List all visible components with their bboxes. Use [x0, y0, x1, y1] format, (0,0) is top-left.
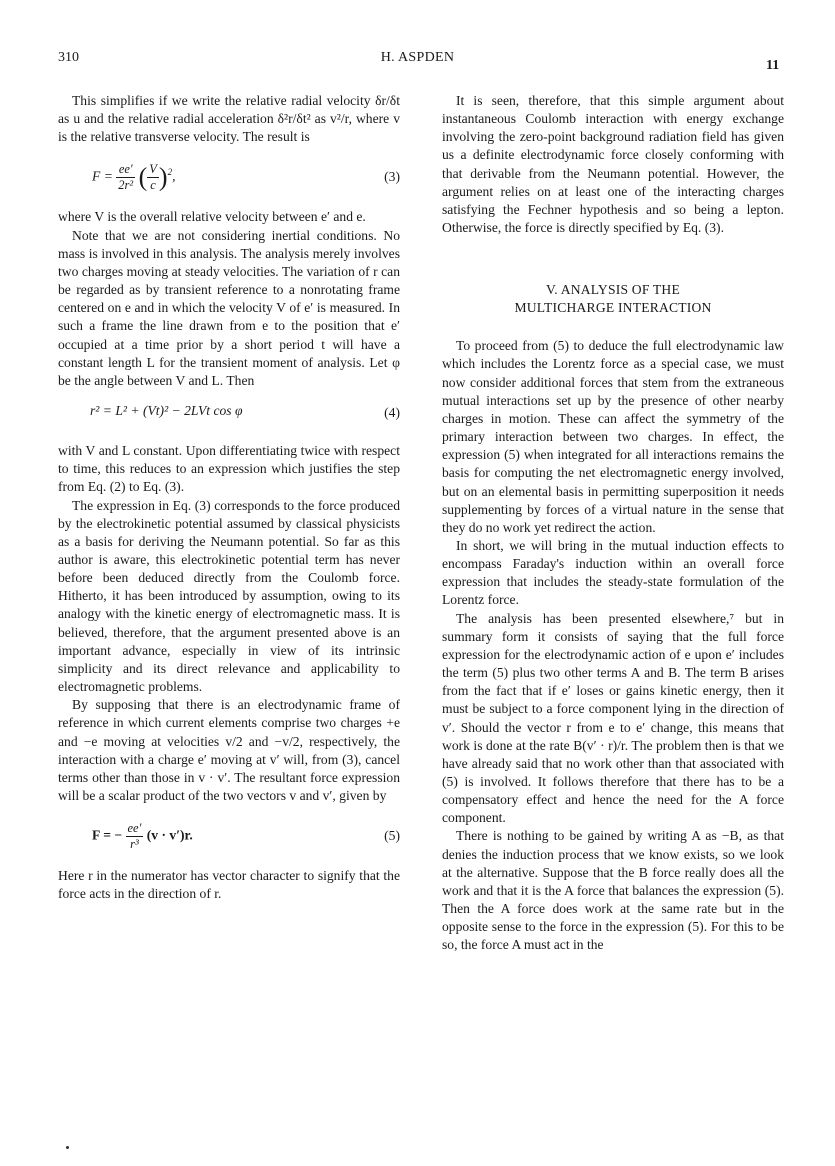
- eq4-body: r² = L² + (Vt)² − 2LVt cos φ: [90, 403, 243, 419]
- section-heading: [442, 281, 784, 317]
- eq3-exponent: 2: [167, 167, 173, 178]
- paragraph: This simplifies if we write the relative radial velocity δr/δt as u and the relative radial acceleration δ²r/δt² as v²/r, where v is the relative transverse velocity. The result is: [58, 93, 400, 145]
- eq3-fraction: [116, 162, 135, 193]
- eq5-tail: (v · v′)r.: [146, 827, 193, 843]
- paragraph: By supposing that there is an electrodynamic frame of reference in which current elements comprise two charges +e and −e moving at velocities v/2 and −v/2, respectively, the interaction with a charge e′ moving at v′ will, from (3), cancel terms other than those in v · v′. The resultant force expression will be a scalar product of the two vectors v and v′, given by: [58, 697, 400, 803]
- paragraph: The expression in Eq. (3) corresponds to the force produced by the electrokinetic potential assumed by classical physicists as a basis for deriving the Neumann potential. So far as this author is aware, this electrokinetic potential term has never before been deduced directly from the Coulomb force. Hitherto, it has been introduced by assumption, owing to its analogy with the kinetic energy of electromagnetic mass. It is believed, therefore, that the argument presented above is an important advance, especially in view of its intrinsic simplicity and its direct relevance and applicability to electromagnetic problems.: [58, 497, 400, 695]
- paragraph: There is nothing to be gained by writing A as −B, as that denies the induction process that we know exists, so we look at the alternative. Suppose that the B force really does all the work and that it is the A force that balances the expression (5). Then the A force does work at the same rate but in the opposite sense to the force in the expression (5). For this to be so, the force A must act in the: [442, 828, 784, 953]
- paragraph: The analysis has been presented elsewhere,⁷ but in summary form it consists of saying that the full force expression for the electrodynamic action of e upon e′ includes the term (5) plus two other terms A and B. The term B arises from the fact that if e′ loses or gains kinetic energy, then it must be subject to a force component lying in the direction of v′. Should the vector r from e to e′ change, this means that work is done at the rate B(v′ · r)/r. The problem then is that we have already said that no work other than that associated with (5) is involved. It follows therefore that there has to be a compensatory effect and hence the need for the A force component.: [442, 610, 784, 826]
- equation-number: (4): [384, 405, 400, 421]
- eq5-fraction: [126, 821, 144, 852]
- paragraph: Here r in the numerator has vector character to signify that the force acts in the direction of r.: [58, 868, 400, 902]
- paragraph: To proceed from (5) to deduce the full electrodynamic law which includes the Lorentz force as a special case, we must now consider additional forces that stem from the extraneous mutual interactions set up by the presence of other nearby charges in motion. These can affect the symmetry of the primary interaction between two charges. In effect, the expression (5) when integrated for all interactions remains the basis for computing the net electromagnetic energy involved, but on an elemental basis in permitting superposition it needs supplementing by forces of a virtual nature in the sense that they do no work yet redirect the action.: [442, 338, 784, 535]
- paragraph: Note that we are not considering inertial conditions. No mass is involved in this analysis. The analysis merely involves two charges moving at steady velocities. The variation of r can be regarded as by transient reference to a nonrotating frame centered on e and in which the velocity V of e′ is measured. In such a frame the line drawn from e to the position that e′ occupied at a time prior by a short period t will have a constant length L for the transient moment of analysis. Let φ be the angle between V and L. Then: [58, 227, 400, 388]
- issue-number: 11: [766, 58, 780, 73]
- scan-speck: [66, 1146, 69, 1149]
- paragraph: with V and L constant. Upon differentiating twice with respect to time, this reduces to an expression which justifies the step from Eq. (2) to Eq. (3).: [58, 443, 400, 495]
- eq3-numerator: ee′: [116, 162, 135, 178]
- section-heading-line: MULTICHARGE INTERACTION: [514, 300, 712, 316]
- eq3-denominator: 2r²: [118, 178, 134, 193]
- equation-4: [58, 402, 400, 428]
- eq5-numerator: ee′: [127, 821, 142, 836]
- equation-number: (5): [384, 828, 400, 844]
- equation-5: [58, 815, 400, 855]
- left-column: [58, 92, 400, 903]
- paragraph: It is seen, therefore, that this simple argument about instantaneous Coulomb interaction with energy exchange involving the zero-point background radiation field has given us a definite electrodynamic force closely conforming with that derivable from the Neumann potential. However, the argument relies on at least one of the interacting charges satisfying the Fechner hypothesis and so being a lepton. Otherwise, the force is directly specified by Eq. (3).: [442, 93, 784, 236]
- eq3-inner-denominator: c: [150, 178, 156, 193]
- eq5-lhs: F = −: [92, 827, 123, 843]
- right-column: [442, 92, 784, 955]
- eq3-lhs: F =: [92, 169, 113, 185]
- running-title: H. ASPDEN: [380, 50, 455, 65]
- eq3-inner-numerator: V: [149, 162, 157, 177]
- eq3-inner-fraction: [147, 162, 159, 193]
- paragraph: In short, we will bring in the mutual induction effects to encompass Faraday's induction within an overall force expression that includes the steady-state formulation of the Lorentz force.: [442, 537, 784, 608]
- eq5-denominator: r³: [130, 837, 139, 852]
- eq3-tail: ,: [172, 169, 176, 185]
- equation-number: (3): [384, 169, 400, 185]
- paragraph: where V is the overall relative velocity between e′ and e.: [58, 209, 366, 225]
- page-number: 310: [58, 50, 79, 65]
- equation-3: F = $\frac{ee'}{\text{2r²}}$ ( $\frac{V}{c}$ )$^2$, (3): [92, 162, 400, 193]
- section-heading-line: V. ANALYSIS OF THE: [546, 282, 680, 298]
